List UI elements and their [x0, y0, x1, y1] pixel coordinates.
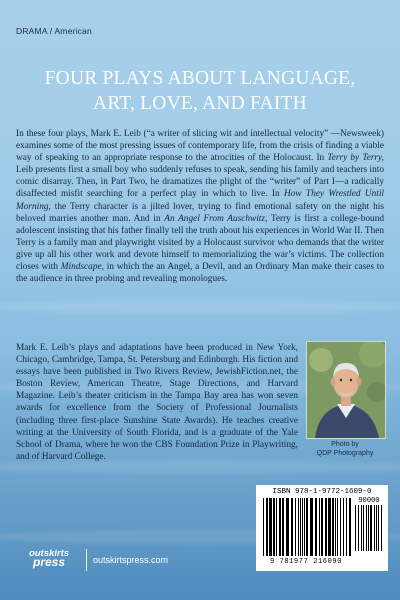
author-photo [306, 341, 386, 439]
photo-credit [306, 440, 384, 458]
barcode-bar [269, 498, 272, 556]
barcode-bar [286, 498, 289, 556]
barcode-bar [374, 505, 375, 551]
photo-credit-line-1: Photo by [331, 441, 359, 448]
blurb-text: Terry is first a college-bound adolescent insisting that his father finally tell the truth about his experiences in World War II. Then Terry is a family man and playwright visited by a Holocaust survivor who demands that the writer give up all his other work and devote himself to memorializing the war’s victims. The collection closes with [16, 213, 384, 273]
barcode-bar [335, 498, 336, 556]
barcode-bar [325, 498, 327, 556]
barcode-bar [343, 498, 344, 556]
barcode-bar [378, 505, 379, 551]
title-line-1: FOUR PLAYS ABOUT LANGUAGE, [44, 68, 356, 89]
barcode-bar [282, 498, 284, 556]
barcode-digits: 9 781977 216090 [269, 558, 342, 566]
barcode-bar [381, 505, 382, 551]
barcode-bar [263, 498, 264, 556]
barcode-bar [363, 505, 364, 551]
barcode-bar [273, 498, 275, 556]
play-title-angel-from-auschwitz: An Angel From Auschwitz, [164, 213, 268, 224]
barcode-bar [304, 498, 305, 556]
author-bio: Mark E. Leib’s plays and adaptations have been produced in New York, Chicago, Cambridge, Tampa, St. Petersburg and Edinburgh. His fiction and essays have been published in Two Rivers Review, JewishFiction.net, the Boston Review, American Theatre, Stage Directions, and Harvard Magazine. Leib’s theater criticism in the Tampa Bay area has won seven awards for excellence from the Society of Professional Journalists (including three first-place Sunshine State Awards). He teaches creative writing at the University of South Florida, and is a graduate of the Yale School of Drama, where he won the CBS Foundation Prize in Playwriting, and of Harvard College. [16, 343, 298, 462]
title-line-2: ART, LOVE, AND FAITH [93, 93, 307, 114]
barcode-bar [319, 498, 320, 556]
blurb-text: in which the an Angel, a Devil, and an Ordinary Man make their cases to the audience in three probing and revealing monologues. [16, 262, 384, 285]
barcode-bar [376, 505, 377, 551]
barcode-bar [300, 498, 301, 556]
barcode-bar [349, 498, 351, 556]
price-addon-number: 90000 [358, 497, 380, 505]
book-title [0, 66, 400, 116]
barcode-bar [355, 505, 356, 551]
barcode-bar [266, 498, 268, 556]
barcode-bar [295, 498, 296, 556]
barcode-bar [358, 505, 359, 551]
barcode-bar [337, 498, 338, 556]
logo-divider [86, 549, 87, 571]
isbn-number: ISBN 978-1-9772-1609-0 [272, 488, 372, 496]
barcode-bar [291, 498, 293, 556]
barcode-bar [298, 498, 299, 556]
barcode-bar [361, 505, 362, 551]
blurb-text: In these four plays, Mark E. Leib (“a writer of slicing wit and intellectual velocity” —Newsweek) examines some of the most pressing issues of contemporary life, from the crisis of finding a viable way of speaking to an appropriate response to the atrocities of the Holocaust. In [16, 129, 384, 164]
barcode-bar [332, 498, 334, 556]
barcode-bar [276, 498, 277, 556]
barcode-bar [302, 498, 303, 556]
barcode-bar [366, 505, 367, 551]
publisher-logo-line-2: press [32, 555, 66, 569]
publisher-logo-line-1: outskirts [28, 548, 70, 559]
blurb-text: the Terry character is a jilted lover, trying to find emotional safety on the night his beloved marries another man. And in [16, 201, 384, 224]
barcode-bar [321, 498, 323, 556]
play-title-mindscape: Mindscape, [60, 262, 104, 273]
water-ripple [0, 300, 400, 314]
play-title-terry-by-terry: Terry by Terry, [327, 153, 384, 164]
addon-barcode-bars [354, 505, 384, 551]
author-portrait-illustration [307, 342, 385, 438]
barcode-bar [370, 505, 372, 551]
barcode-bar [346, 498, 347, 556]
play-title-how-they-wrestled: How They Wrestled Until Morning, [16, 189, 384, 212]
barcode-bar [306, 498, 308, 556]
barcode-bar [368, 505, 369, 551]
publisher-logo [16, 549, 82, 567]
book-description [16, 128, 384, 285]
ean-barcode-bars [262, 498, 352, 556]
barcode-bar [328, 498, 331, 556]
barcode-bar [315, 498, 317, 556]
publisher-website: outskirtspress.com [93, 555, 169, 565]
barcode-bar [310, 498, 313, 556]
genre-label: DRAMA / American [16, 26, 92, 36]
photo-credit-line-2: QDP Photography [316, 450, 374, 457]
barcode-bar [340, 498, 341, 556]
barcode-bar [279, 498, 281, 556]
isbn-barcode [256, 485, 388, 571]
blurb-text: Leib presents first a small boy who suddenly refuses to speak, sending his family and teachers into comic disarray. Then, in Part Two, he dramatizes the plight of the “writer” of Part I—a radically disaffected misfit searching for a perfect play in which to live. In [16, 165, 384, 200]
